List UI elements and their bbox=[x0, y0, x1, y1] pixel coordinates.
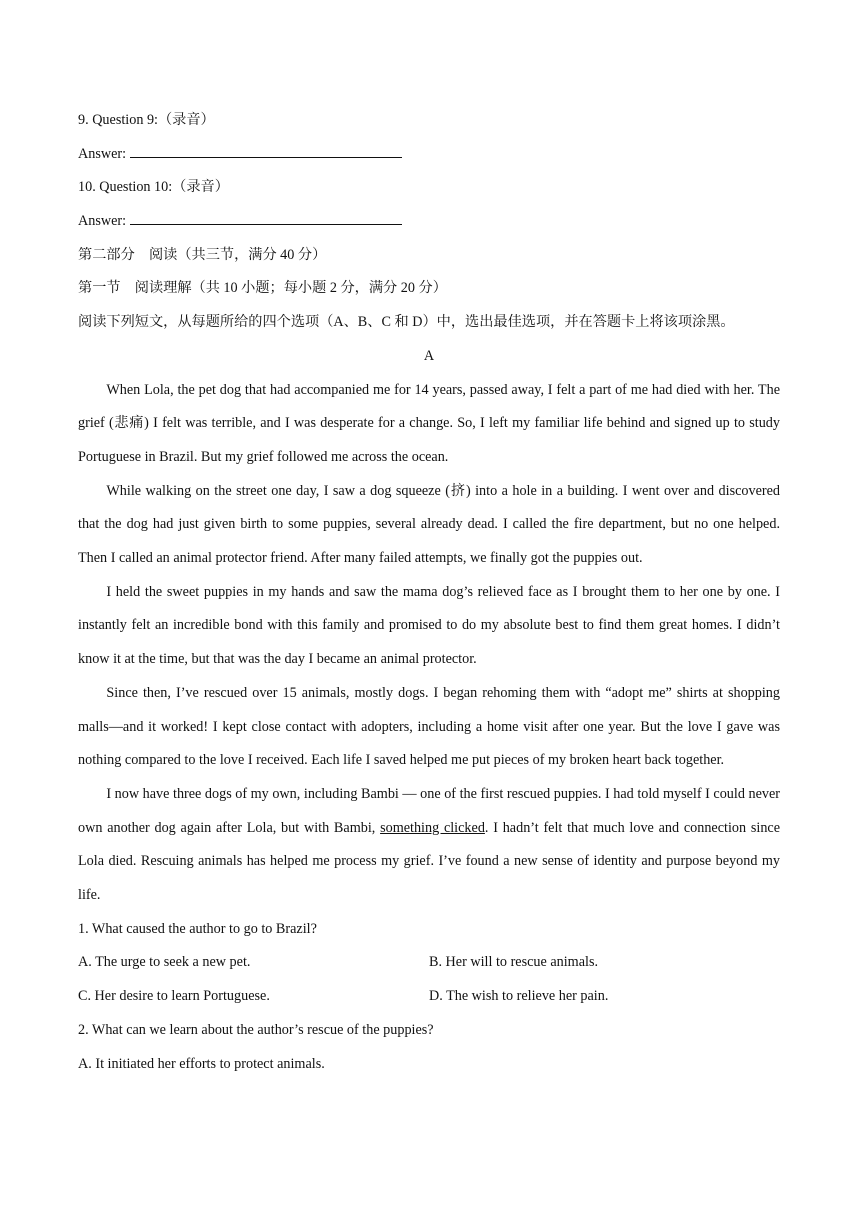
exam-page bbox=[78, 104, 780, 1081]
passage-paragraph-1: When Lola, the pet dog that had accompanied me for 14 years, passed away, I felt a part of me had died with her. The grief (悲痛) I felt was terrible, and I was desperate for a change. So, I left my familiar life behind and signed up to study Portuguese in Brazil. But my grief followed me across the ocean. bbox=[78, 381, 780, 465]
option-c[interactable]: C. Her desire to learn Portuguese. bbox=[78, 988, 270, 1005]
passage-paragraph-4: Since then, I’ve rescued over 15 animals, mostly dogs. I began rehoming them with “adopt me” shirts at shopping malls—and it worked! I kept close contact with adopters, including a home visit after one year. But the love I gave was nothing compared to the love I received. Each life I saved helped me put pieces of my broken heart back together. bbox=[78, 684, 780, 769]
option-b[interactable]: B. Her will to rescue animals. bbox=[429, 954, 599, 971]
answer-label: Answer: bbox=[78, 145, 127, 162]
paragraph-text: . I hadn’t felt that much love and connection since Lola died. Rescuing animals has helped me process my grief. I’ve found a new sense of identity and purpose beyond my life. bbox=[78, 819, 781, 904]
paragraph-text: I now have three dogs of my own, including Bambi — one of the first rescued puppies. I had told myself I could never own another dog again after Lola, but with Bambi, bbox=[78, 785, 780, 836]
passage-label: A bbox=[423, 347, 435, 364]
answer-line-10 bbox=[78, 205, 780, 239]
passage-paragraph-5 bbox=[78, 778, 780, 913]
passage-paragraph-3: I held the sweet puppies in my hands and saw the mama dog’s relieved face as I brought them to her one by one. I instantly felt an incredible bond with this family and promised to do my absolute best to find them great homes. I didn’t know it at the time, but that was the day I became an animal protector. bbox=[78, 583, 780, 668]
answer-line-9 bbox=[78, 138, 780, 172]
answer-label: Answer: bbox=[78, 213, 127, 230]
underlined-phrase: something clicked bbox=[380, 819, 485, 836]
passage-paragraph-2: While walking on the street one day, I saw a dog squeeze (挤) into a hole in a building. I went over and discovered that the dog had just given birth to some puppies, several already dead. I called the fire department, but no one helped. Then I called an animal protector friend. After many failed attempts, we finally got the puppies out. bbox=[78, 482, 780, 567]
section-heading: 第一节 阅读理解（共 10 小题；每小题 2 分，满分 20 分） bbox=[78, 280, 447, 297]
question-1-stem: 1. What caused the author to go to Brazil? bbox=[78, 920, 317, 937]
part-heading: 第二部分 阅读（共三节，满分 40 分） bbox=[78, 246, 327, 263]
instructions: 阅读下列短文，从每题所给的四个选项（A、B、C 和 D）中，选出最佳选项，并在答题卡上将该项涂黑。 bbox=[78, 314, 735, 331]
answer-blank[interactable] bbox=[130, 223, 402, 225]
option-a[interactable]: A. It initiated her efforts to protect animals. bbox=[78, 1055, 325, 1072]
answer-blank[interactable] bbox=[130, 156, 402, 158]
option-a[interactable]: A. The urge to seek a new pet. bbox=[78, 954, 251, 971]
question-1-options-row-2 bbox=[78, 980, 780, 1014]
option-d[interactable]: D. The wish to relieve her pain. bbox=[429, 988, 609, 1005]
listening-question-10: 10. Question 10:（录音） bbox=[78, 179, 229, 196]
question-1-options-row-1 bbox=[78, 946, 780, 980]
question-2-stem: 2. What can we learn about the author’s rescue of the puppies? bbox=[78, 1021, 434, 1038]
listening-question-9: 9. Question 9:（录音） bbox=[78, 112, 215, 128]
